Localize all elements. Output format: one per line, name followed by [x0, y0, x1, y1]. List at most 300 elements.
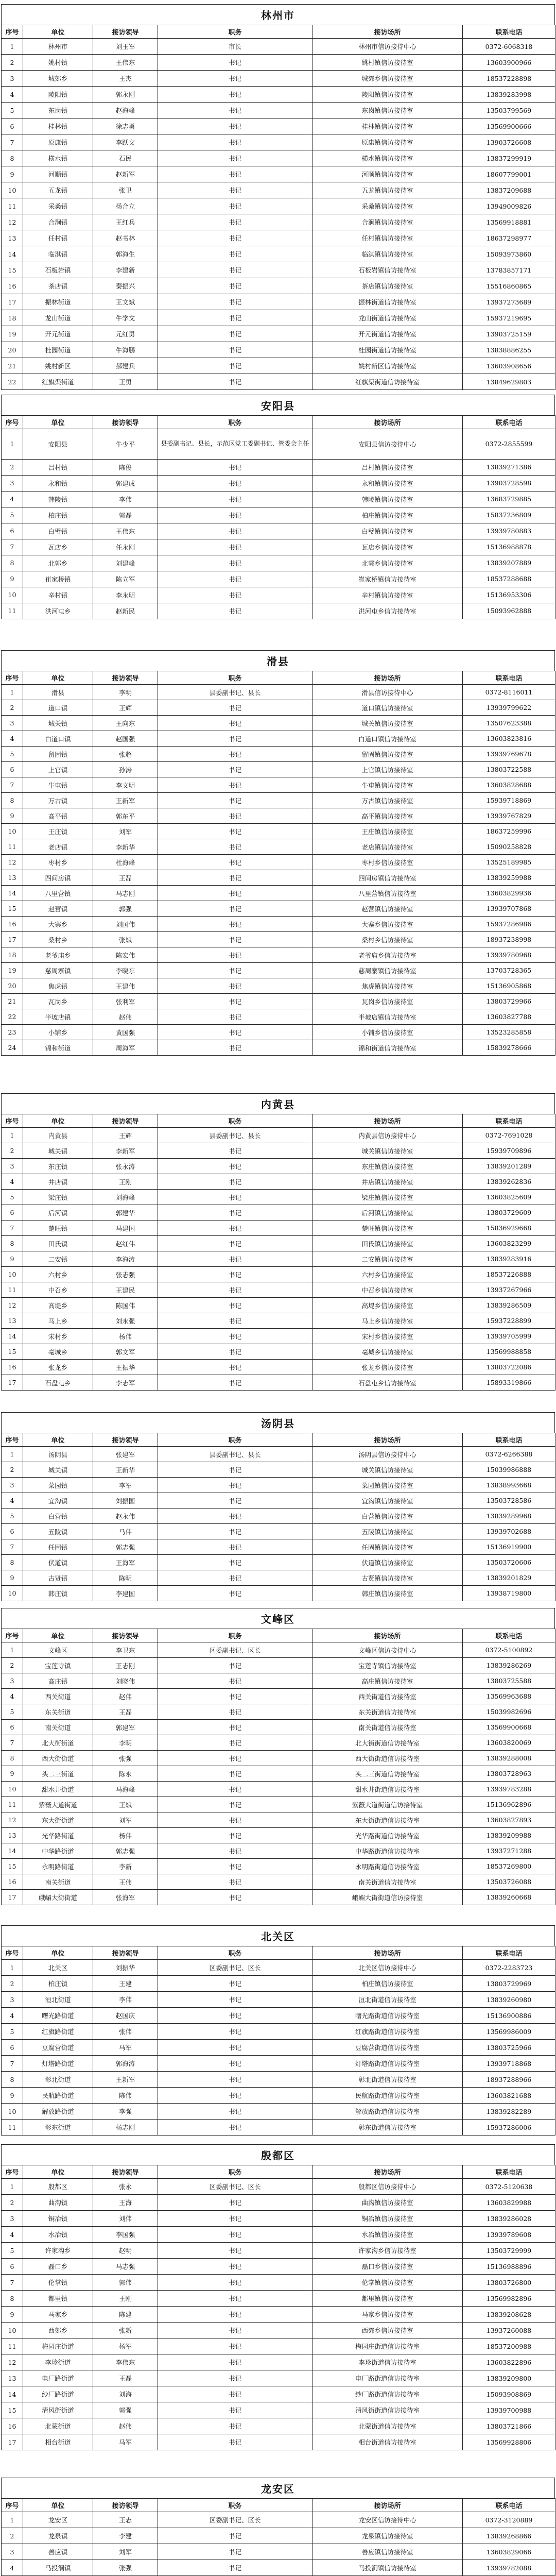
- cell-unit: 宋村乡: [23, 1329, 93, 1344]
- cell-unit: 西大街街道: [23, 1751, 93, 1766]
- cell-phone: 13839262836: [463, 1174, 555, 1190]
- cell-leader: 王斌: [93, 1797, 158, 1812]
- cell-phone: 18607799001: [463, 166, 555, 182]
- table-row: [2, 2120, 555, 2136]
- cell-phone: 15093908869: [463, 2386, 555, 2402]
- cell-venue: 桂林镇信访接待室: [312, 118, 463, 134]
- column-header-venue: 接访场所: [312, 25, 463, 39]
- cell-position: 书记: [158, 2259, 312, 2275]
- table-row: [2, 214, 555, 230]
- cell-unit: 磊口乡: [23, 2259, 93, 2275]
- cell-index: 11: [2, 2120, 23, 2136]
- cell-leader: 王文斌: [93, 294, 158, 310]
- cell-venue: 洹北街道信访接待室: [312, 1992, 463, 2008]
- cell-index: 7: [2, 1735, 23, 1751]
- cell-phone: 13849629803: [463, 374, 555, 390]
- cell-leader: 张海军: [93, 1890, 158, 1905]
- cell-unit: 头二三街道: [23, 1766, 93, 1782]
- cell-position: 书记: [158, 2056, 312, 2072]
- cell-venue: 红旗路街道信访接待室: [312, 2024, 463, 2040]
- table-row: [2, 886, 555, 901]
- header-row: [2, 671, 555, 685]
- cell-unit: 城郊乡: [23, 71, 93, 87]
- cell-venue: 白璧镇信访接待室: [312, 523, 463, 539]
- cell-phone: 13803729966: [463, 994, 555, 1009]
- cell-position: 书记: [158, 2275, 312, 2291]
- cell-phone: 0372-2283723: [463, 1960, 555, 1976]
- table-row: [2, 1843, 555, 1859]
- cell-venue: 张龙乡信访接待室: [312, 1360, 463, 1375]
- cell-unit: 南关街道: [23, 1720, 93, 1735]
- cell-leader: 张志强: [93, 1267, 158, 1282]
- cell-index: 4: [2, 2560, 23, 2576]
- table-row: [2, 1360, 555, 1375]
- cell-phone: 13503728586: [463, 1493, 555, 1509]
- cell-leader: 王海: [93, 2195, 158, 2211]
- cell-venue: 红旗渠街道信访接待室: [312, 374, 463, 390]
- cell-index: 18: [2, 947, 23, 963]
- cell-unit: 合涧镇: [23, 214, 93, 230]
- cell-index: 8: [2, 1236, 23, 1251]
- table-row: [2, 1462, 555, 1478]
- cell-position: 区委副书记、区长: [158, 1642, 312, 1658]
- cell-venue: 马上乡信访接待室: [312, 1313, 463, 1329]
- table-row: [2, 1329, 555, 1344]
- cell-index: 8: [2, 1555, 23, 1570]
- cell-index: 17: [2, 2434, 23, 2450]
- column-header-leader: 接访领导: [93, 25, 158, 39]
- cell-phone: 13569900668: [463, 1720, 555, 1735]
- cell-unit: 北大街街道: [23, 1735, 93, 1751]
- cell-position: 书记: [158, 1282, 312, 1298]
- cell-position: 书记: [158, 358, 312, 374]
- cell-index: 9: [2, 1570, 23, 1586]
- table-row: [2, 262, 555, 278]
- section-title: 安阳县: [1, 395, 555, 415]
- cell-leader: 张强: [93, 1751, 158, 1766]
- column-header-position: 职务: [158, 2499, 312, 2512]
- cell-unit: 伏道镇: [23, 1555, 93, 1570]
- cell-venue: 西郊乡信访接待室: [312, 2323, 463, 2338]
- cell-position: 书记: [158, 2008, 312, 2024]
- cell-position: 书记: [158, 475, 312, 491]
- cell-venue: 铜冶镇信访接待室: [312, 2211, 463, 2227]
- table-row: [2, 198, 555, 214]
- cell-leader: 王建伟: [93, 978, 158, 994]
- table-row: [2, 1673, 555, 1689]
- cell-unit: 石盘屯乡: [23, 1375, 93, 1391]
- table-row: [2, 1493, 555, 1509]
- cell-leader: 李新: [93, 1859, 158, 1874]
- cell-position: 书记: [158, 166, 312, 182]
- table-row: [2, 2386, 555, 2402]
- cell-unit: 曙光路街道: [23, 2008, 93, 2024]
- cell-leader: 元红勇: [93, 326, 158, 342]
- cell-leader: 杨志刚: [93, 2120, 158, 2136]
- table-row: [2, 2323, 555, 2338]
- table-row: [2, 39, 555, 55]
- cell-venue: 合涧镇信访接待室: [312, 214, 463, 230]
- column-header-unit: 单位: [23, 2499, 93, 2512]
- cell-position: 书记: [158, 1478, 312, 1493]
- cell-leader: 王磊: [93, 870, 158, 886]
- cell-position: 书记: [158, 2211, 312, 2227]
- cell-phone: 13603827893: [463, 1812, 555, 1828]
- cell-index: 4: [2, 2227, 23, 2243]
- cell-venue: 韩庄镇信访接待室: [312, 1586, 463, 1601]
- section-title: 滑县: [1, 650, 555, 671]
- table-row: [2, 2291, 555, 2307]
- cell-unit: 四间房镇: [23, 870, 93, 886]
- cell-index: 3: [2, 1992, 23, 2008]
- cell-index: 1: [2, 1960, 23, 1976]
- cell-position: 书记: [158, 587, 312, 603]
- cell-index: 1: [2, 1642, 23, 1658]
- cell-unit: 姚村镇: [23, 55, 93, 71]
- cell-leader: 李文明: [93, 777, 158, 793]
- cell-unit: 马上乡: [23, 1313, 93, 1329]
- cell-phone: 15836929668: [463, 1221, 555, 1236]
- section-table: [1, 1412, 555, 1601]
- cell-venue: 解放路街道信访接待室: [312, 2104, 463, 2120]
- cell-leader: 刘伟: [93, 2211, 158, 2227]
- cell-index: 4: [2, 731, 23, 747]
- cell-unit: 光华路街道: [23, 1828, 93, 1843]
- cell-unit: 牛屯镇: [23, 777, 93, 793]
- cell-venue: 万古镇信访接待室: [312, 793, 463, 808]
- cell-index: 10: [2, 1586, 23, 1601]
- cell-index: 8: [2, 555, 23, 571]
- cell-index: 11: [2, 2338, 23, 2354]
- cell-unit: 古贤镇: [23, 1570, 93, 1586]
- cell-leader: 陈国伟: [93, 1298, 158, 1313]
- cell-venue: 河顺镇信访接待室: [312, 166, 463, 182]
- cell-unit: 解放路街道: [23, 2104, 93, 2120]
- cell-unit: 豆腐营街道: [23, 2040, 93, 2056]
- cell-unit: 慈周寨镇: [23, 963, 93, 978]
- cell-index: 8: [2, 2072, 23, 2088]
- cell-venue: 伏道镇信访接待室: [312, 1555, 463, 1570]
- cell-unit: 瓦岗乡: [23, 994, 93, 1009]
- cell-unit: 龙安区: [23, 2512, 93, 2528]
- cell-venue: 滑县信访接待中心: [312, 685, 463, 700]
- cell-unit: 安阳县: [23, 429, 93, 460]
- table-row: [2, 2243, 555, 2259]
- cell-leader: 杨伟: [93, 1329, 158, 1344]
- cell-position: 书记: [158, 1704, 312, 1720]
- cell-unit: 高平镇: [23, 808, 93, 824]
- cell-position: 书记: [158, 1298, 312, 1313]
- cell-index: 5: [2, 1190, 23, 1205]
- cell-phone: 15039982696: [463, 1704, 555, 1720]
- table-row: [2, 1143, 555, 1159]
- cell-unit: 高堤乡: [23, 1298, 93, 1313]
- cell-phone: 13569982896: [463, 2291, 555, 2307]
- cell-leader: 赵新民: [93, 603, 158, 619]
- cell-position: 书记: [158, 1344, 312, 1360]
- cell-phone: 13937273689: [463, 294, 555, 310]
- cell-leader: 郭磊: [93, 507, 158, 523]
- cell-unit: 城关镇: [23, 1143, 93, 1159]
- cell-leader: 刘振华: [93, 1960, 158, 1976]
- cell-unit: 柏庄镇: [23, 507, 93, 523]
- cell-leader: 王海军: [93, 1555, 158, 1570]
- cell-leader: 刘军: [93, 824, 158, 839]
- cell-leader: 杨军: [93, 2338, 158, 2354]
- cell-index: 1: [2, 2512, 23, 2528]
- cell-phone: 13603827788: [463, 1009, 555, 1025]
- cell-phone: 18937288966: [463, 2072, 555, 2088]
- table-row: [2, 2179, 555, 2195]
- column-header-unit: 单位: [23, 1946, 93, 1960]
- table-row: [2, 342, 555, 358]
- cell-position: 书记: [158, 932, 312, 947]
- cell-leader: 李跃文: [93, 134, 158, 150]
- cell-venue: 原康镇信访接待室: [312, 134, 463, 150]
- table-row: [2, 1797, 555, 1812]
- cell-venue: 古贤镇信访接待室: [312, 1570, 463, 1586]
- column-header-index: 序号: [2, 671, 23, 685]
- table-row: [2, 1751, 555, 1766]
- cell-position: 书记: [158, 963, 312, 978]
- cell-phone: 13803729969: [463, 1976, 555, 1992]
- cell-index: 10: [2, 2104, 23, 2120]
- cell-venue: 龙泉镇信访接待室: [312, 2528, 463, 2544]
- cell-venue: 菜园镇信访接待室: [312, 1478, 463, 1493]
- cell-leader: 李伟东: [93, 2354, 158, 2370]
- cell-leader: 马军: [93, 2040, 158, 2056]
- column-header-index: 序号: [2, 2499, 23, 2512]
- cell-leader: 李强: [93, 2104, 158, 2120]
- cell-venue: 许家沟乡信访接待室: [312, 2243, 463, 2259]
- table-row: [2, 55, 555, 71]
- cell-index: 14: [2, 1329, 23, 1344]
- cell-leader: 王勇: [93, 374, 158, 390]
- cell-position: 书记: [158, 2338, 312, 2354]
- section-table: [1, 2144, 555, 2450]
- cell-leader: 刘海: [93, 2386, 158, 2402]
- cell-position: 书记: [158, 182, 312, 198]
- cell-venue: 牛屯镇信访接待室: [312, 777, 463, 793]
- cell-position: 书记: [158, 2072, 312, 2088]
- cell-venue: 灯塔路街道信访接待室: [312, 2056, 463, 2072]
- cell-phone: 13603825609: [463, 1190, 555, 1205]
- cell-phone: 13939789608: [463, 2227, 555, 2243]
- cell-unit: 半坡店镇: [23, 1009, 93, 1025]
- cell-phone: 13937267966: [463, 1282, 555, 1298]
- cell-index: 20: [2, 978, 23, 994]
- column-header-phone: 联系电话: [463, 1114, 555, 1128]
- cell-index: 19: [2, 326, 23, 342]
- cell-position: 书记: [158, 994, 312, 1009]
- cell-unit: 陵阳镇: [23, 87, 93, 103]
- cell-unit: 彰北街道: [23, 2072, 93, 2088]
- cell-position: 书记: [158, 326, 312, 342]
- cell-phone: 15839278666: [463, 1040, 555, 1056]
- cell-unit: 瓦店乡: [23, 539, 93, 555]
- cell-position: 书记: [158, 1267, 312, 1282]
- table-row: [2, 1159, 555, 1174]
- cell-index: 12: [2, 2354, 23, 2370]
- cell-leader: 王伟东: [93, 55, 158, 71]
- cell-venue: 南关街道信访接待室: [312, 1874, 463, 1890]
- column-header-unit: 单位: [23, 671, 93, 685]
- cell-phone: 13939707868: [463, 901, 555, 917]
- cell-phone: 13837299919: [463, 150, 555, 166]
- cell-position: 书记: [158, 2088, 312, 2104]
- cell-index: 9: [2, 2088, 23, 2104]
- cell-position: 书记: [158, 491, 312, 507]
- cell-venue: 都里镇信访接待室: [312, 2291, 463, 2307]
- cell-phone: 18537288688: [463, 571, 555, 587]
- cell-phone: 13837209688: [463, 182, 555, 198]
- cell-phone: 13839286028: [463, 2211, 555, 2227]
- cell-index: 8: [2, 793, 23, 808]
- cell-unit: 民航路街道: [23, 2088, 93, 2104]
- column-header-index: 序号: [2, 416, 23, 429]
- cell-leader: 秦振兴: [93, 278, 158, 294]
- table-row: [2, 429, 555, 460]
- cell-leader: 郭建军: [93, 1720, 158, 1735]
- cell-leader: 赵红伟: [93, 1236, 158, 1251]
- cell-phone: 13937260088: [463, 2323, 555, 2338]
- cell-phone: 13507623388: [463, 716, 555, 731]
- cell-index: 9: [2, 1251, 23, 1267]
- cell-phone: 13839286269: [463, 1658, 555, 1673]
- cell-phone: 13603908656: [463, 358, 555, 374]
- section-title: 北关区: [1, 1925, 555, 1946]
- cell-index: 16: [2, 2418, 23, 2434]
- cell-phone: 13803725966: [463, 2040, 555, 2056]
- cell-unit: 白璧镇: [23, 523, 93, 539]
- cell-index: 13: [2, 230, 23, 246]
- cell-index: 3: [2, 1159, 23, 1174]
- cell-phone: 15937286006: [463, 2120, 555, 2136]
- cell-leader: 李新军: [93, 1143, 158, 1159]
- cell-index: 10: [2, 824, 23, 839]
- cell-position: 书记: [158, 262, 312, 278]
- cell-unit: 城关镇: [23, 716, 93, 731]
- cell-leader: 杨合立: [93, 198, 158, 214]
- section-table: [1, 1608, 555, 1905]
- cell-index: 23: [2, 1025, 23, 1040]
- cell-venue: 二安镇信访接待室: [312, 1251, 463, 1267]
- cell-venue: 曲沟镇信访接待室: [312, 2195, 463, 2211]
- cell-index: 12: [2, 855, 23, 870]
- cell-position: 县委副书记、县长: [158, 1447, 312, 1462]
- cell-leader: 王刚: [93, 1174, 158, 1190]
- column-header-phone: 联系电话: [463, 2165, 555, 2179]
- table-row: [2, 2434, 555, 2450]
- cell-index: 14: [2, 2386, 23, 2402]
- cell-phone: 13603900966: [463, 55, 555, 71]
- cell-position: 书记: [158, 539, 312, 555]
- cell-index: 15: [2, 901, 23, 917]
- cell-leader: 马伟: [93, 1524, 158, 1539]
- table-row: [2, 731, 555, 747]
- cell-venue: 白道口镇信访接待室: [312, 731, 463, 747]
- cell-venue: 中华路街道信访接待室: [312, 1843, 463, 1859]
- column-header-index: 序号: [2, 1433, 23, 1447]
- cell-unit: 林州市: [23, 39, 93, 55]
- cell-index: 3: [2, 1478, 23, 1493]
- cell-leader: 郭建华: [93, 1205, 158, 1221]
- cell-leader: 刘海峰: [93, 1190, 158, 1205]
- cell-venue: 石盘屯乡信访接待室: [312, 1375, 463, 1391]
- table-row: [2, 839, 555, 855]
- cell-index: 9: [2, 571, 23, 587]
- cell-index: 7: [2, 777, 23, 793]
- cell-position: 书记: [158, 700, 312, 716]
- cell-index: 7: [2, 134, 23, 150]
- cell-position: 书记: [158, 87, 312, 103]
- cell-unit: 田氏镇: [23, 1236, 93, 1251]
- cell-unit: 红旗路街道: [23, 2024, 93, 2040]
- cell-phone: 15937219695: [463, 310, 555, 326]
- column-header-unit: 单位: [23, 1114, 93, 1128]
- table-row: [2, 166, 555, 182]
- cell-phone: 15136953306: [463, 587, 555, 603]
- cell-venue: 民航路街道信访接待室: [312, 2088, 463, 2104]
- cell-leader: 张超: [93, 747, 158, 762]
- cell-unit: 永明路街道: [23, 1859, 93, 1874]
- cell-index: 5: [2, 2024, 23, 2040]
- cell-phone: 13839271386: [463, 459, 555, 475]
- cell-unit: 汤阴县: [23, 1447, 93, 1462]
- column-header-leader: 接访领导: [93, 1433, 158, 1447]
- cell-leader: 郭海生: [93, 246, 158, 262]
- cell-index: 14: [2, 1843, 23, 1859]
- cell-unit: 原康镇: [23, 134, 93, 150]
- table-row: [2, 1375, 555, 1391]
- cell-unit: 五龙镇: [23, 182, 93, 198]
- table-row: [2, 1447, 555, 1462]
- cell-leader: 李建国: [93, 1586, 158, 1601]
- cell-leader: 李军: [93, 1478, 158, 1493]
- cell-venue: 洪河屯乡信访接待室: [312, 603, 463, 619]
- cell-unit: 王庄镇: [23, 824, 93, 839]
- reception-table: [1, 1946, 555, 2136]
- cell-phone: 15937286986: [463, 917, 555, 932]
- cell-phone: 13803726800: [463, 2275, 555, 2291]
- cell-phone: 15893319866: [463, 1375, 555, 1391]
- cell-venue: 高庄镇信访接待室: [312, 1673, 463, 1689]
- column-header-index: 序号: [2, 1946, 23, 1960]
- table-row: [2, 1570, 555, 1586]
- cell-unit: 桑村乡: [23, 932, 93, 947]
- cell-leader: 赵国强: [93, 731, 158, 747]
- cell-phone: 13903728598: [463, 475, 555, 491]
- cell-position: 书记: [158, 1190, 312, 1205]
- cell-leader: 李海涛: [93, 1251, 158, 1267]
- cell-index: 6: [2, 762, 23, 777]
- cell-phone: 13939780968: [463, 947, 555, 963]
- cell-position: 书记: [158, 1751, 312, 1766]
- cell-position: 书记: [158, 1329, 312, 1344]
- cell-venue: 桑村乡信访接待室: [312, 932, 463, 947]
- cell-venue: 姚村镇信访接待室: [312, 55, 463, 71]
- section-table: [1, 1925, 555, 2136]
- table-row: [2, 2088, 555, 2104]
- cell-unit: 紫薇大道街道: [23, 1797, 93, 1812]
- cell-leader: 陈建: [93, 2307, 158, 2323]
- cell-venue: 辛村镇信访接待室: [312, 587, 463, 603]
- cell-position: 书记: [158, 2528, 312, 2544]
- cell-unit: 灯塔路街道: [23, 2056, 93, 2072]
- cell-unit: 峨嵋大街街道: [23, 1890, 93, 1905]
- cell-leader: 刘国伟: [93, 917, 158, 932]
- table-row: [2, 1128, 555, 1143]
